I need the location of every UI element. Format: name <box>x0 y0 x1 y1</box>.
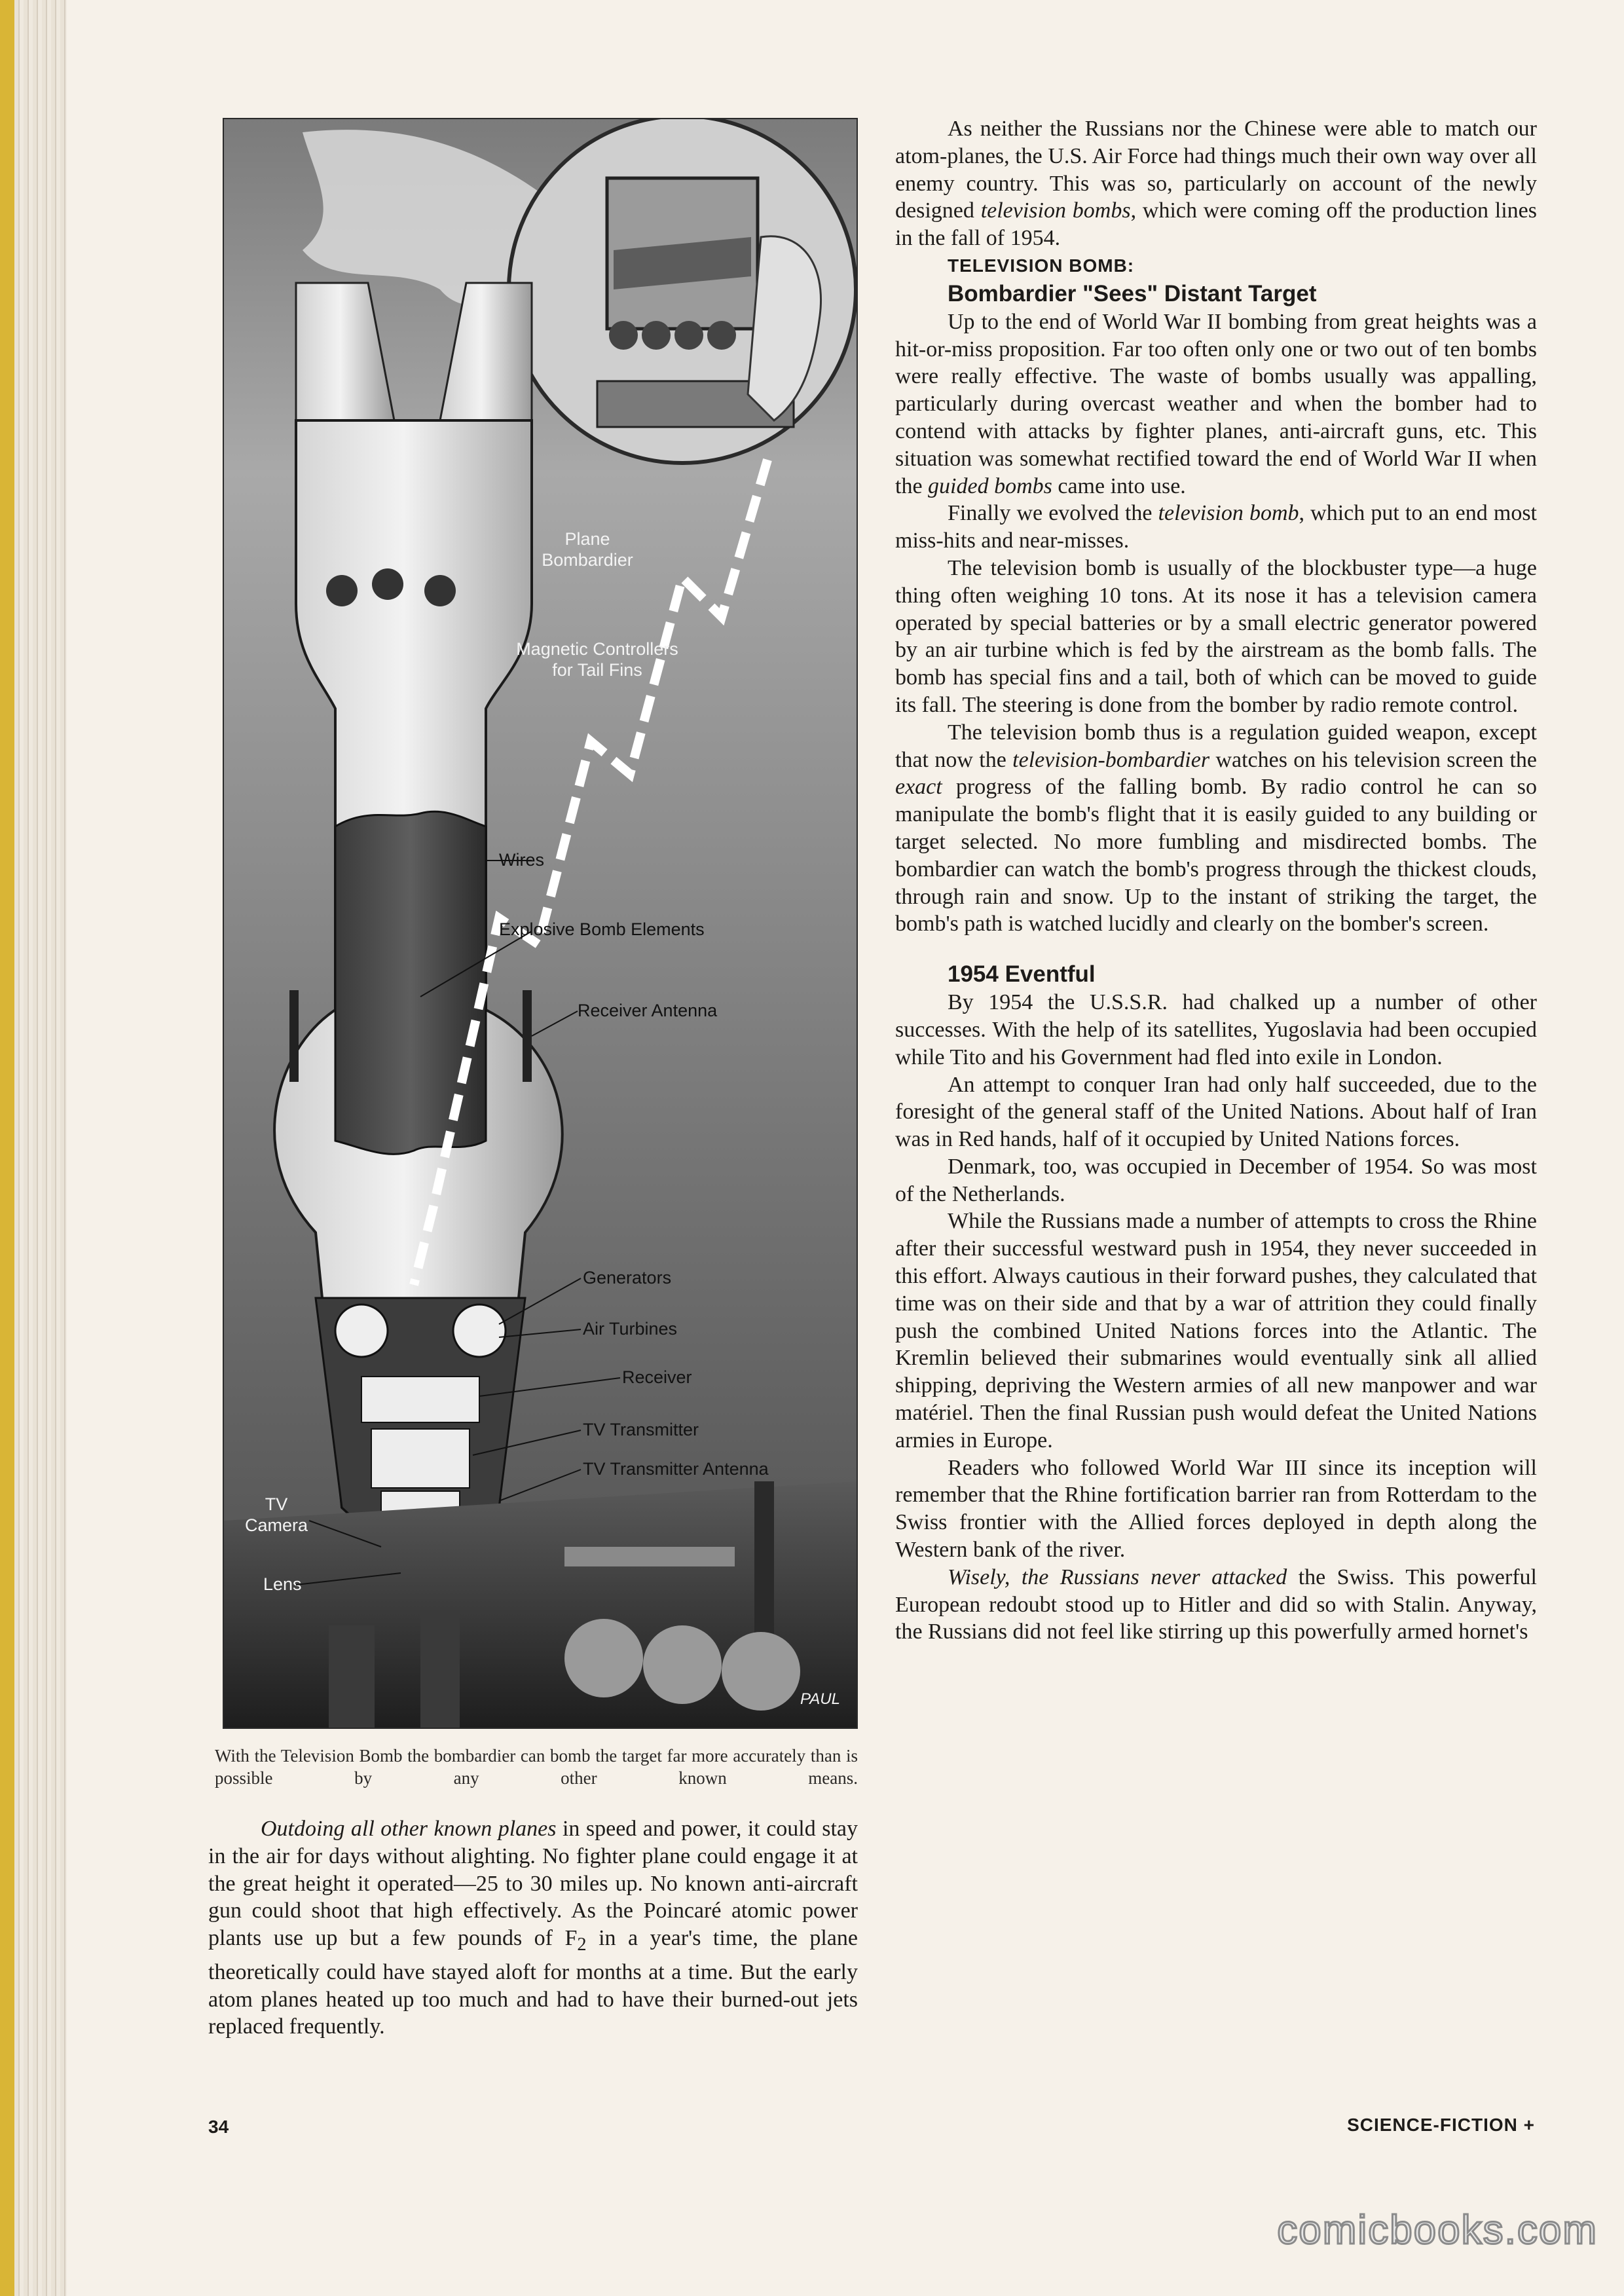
label-wires: Wires <box>499 850 544 870</box>
paragraph-hit-or-miss <box>895 308 1537 500</box>
label-tv: TV <box>265 1494 288 1514</box>
para-text: As neither the Russians nor the Chinese were able to match our atom-planes, the U.S. Air Force had things much their own way over all enemy country. This was so, particularly on account of the newly designed <box>895 117 1537 223</box>
para-italic: guided bombs <box>928 473 1052 498</box>
label-camera: Camera <box>244 1515 308 1535</box>
label-for-tail-fins: for Tail Fins <box>552 660 642 680</box>
para-text: the Swiss. This powerful European redoubt stood up to Hitler and did so with Stalin. Anyway, the Russians did not feel like stirring up this powerfully armed hornet's <box>895 1565 1537 1644</box>
label-generators: Generators <box>583 1268 672 1287</box>
para-italic: television bomb <box>1158 501 1299 526</box>
illustration-drawing <box>224 119 857 1728</box>
subscript: 2 <box>577 1934 587 1955</box>
paragraph-rhine: While the Russians made a number of attempts to cross the Rhine after their successful westward push in 1954, they never succeeded in this effort. Always cautious in their forward pushes, they calculated that time was on their side and that by a war of attrition they could finally push the combined United Nations forces into the Atlantic. The Kremlin believed their submarines would eventually sink all allied shipping, depriving the Western armies of all new manpower and war matériel. Then the final Russian push would defeat the United Nations armies in Europe. <box>895 1209 1537 1453</box>
para-italic: television bombs <box>980 198 1131 223</box>
paragraph-finally <box>895 500 1537 555</box>
explosive-elements <box>335 811 486 1154</box>
paragraph-iran: An attempt to conquer Iran had only half succeeded, due to the foresight of the general staff of the United Nations. About half of Iran was in Red hands, half of it occupied by United Nations forces. <box>895 1072 1537 1152</box>
paragraph-ussr-successes: By 1954 the U.S.S.R. had chalked up a number of other successes. With the help of its satellites, Yugoslavia had been occupied while Tito and his Government had fled into exile in London. <box>895 990 1537 1069</box>
paragraph-swiss <box>895 1564 1537 1646</box>
paragraph-blockbuster: The television bomb is usually of the blockbuster type—a huge thing often weighing 10 tons. At its nose it has a television camera operated by special batteries or by a small electric generator powered by an air turbine which is fed by the airstream as the bomb falls. The bomb has special fins and a tail, both of which can be moved to guide its fall. The steering is done from the bomber by radio remote control. <box>895 555 1537 717</box>
section-label-television-bomb: TELEVISION BOMB: <box>948 255 1135 276</box>
label-magnetic-controllers: Magnetic Controllers <box>516 639 678 659</box>
label-tv-transmitter-antenna: TV Transmitter Antenna <box>583 1459 769 1479</box>
subhead-1954-eventful: 1954 Eventful <box>948 961 1096 988</box>
magazine-name: SCIENCE-FICTION + <box>1347 2115 1535 2135</box>
right-column <box>895 115 1537 1646</box>
para-text: Finally we evolved the <box>948 501 1158 526</box>
paragraph-atom-planes <box>895 115 1537 252</box>
television-bomb-illustration <box>223 118 858 1729</box>
page-number: 34 <box>208 2117 229 2137</box>
para-text: progress of the falling bomb. By radio control he can so manipulate the bomb's flight that it is easily guided to any building or target selected. No more fumbling and misdirected bombs. The bombardier can watch the bomb's progress through the thickest clouds, through rain and snow. Up to the instant of striking the target, the bomb's path is watched lucidly and clearly on the bomber's screen. <box>895 775 1537 936</box>
para-text: , which put to an end most miss-hits and near-misses. <box>895 501 1537 553</box>
paragraph-denmark: Denmark, too, was occupied in December of 1954. So was most of the Netherlands. <box>895 1154 1537 1206</box>
label-bombardier: Bombardier <box>542 550 633 570</box>
label-receiver-antenna: Receiver Antenna <box>578 1001 718 1020</box>
para-text: Up to the end of World War II bombing from great heights was a hit-or-miss proposition. Far too often only one or two out of ten bombs were really effective. The waste of bombs usually was appalling, particularly during overcast weather and when the bomber had to contend with attacks by fighter planes, anti-aircraft guns, etc. This situation was somewhat rectified toward the end of World War II when the <box>895 309 1537 498</box>
para-text: in speed and power, it could stay in the air for days without alighting. No fighter plane could engage it at the great height it operated—25 to 30 miles up. No known anti-aircraft gun could shoot that high effectively. As the Poincaré atomic power plants use up but a few pounds of F <box>208 1817 858 1951</box>
label-tv-transmitter: TV Transmitter <box>583 1420 699 1439</box>
para-lead-italic: Outdoing all other known planes <box>261 1817 557 1841</box>
para-italic: exact <box>895 775 942 800</box>
label-receiver: Receiver <box>622 1367 692 1387</box>
artist-signature: PAUL <box>800 1690 840 1708</box>
paragraph-outdoing <box>208 1815 858 2041</box>
watermark: comicbooks.com <box>1277 2208 1598 2253</box>
para-italic: Wisely, the Russians never attacked <box>948 1565 1287 1589</box>
para-text: The television bomb thus is a regulation guided weapon, except that now the <box>895 720 1537 772</box>
illustration-caption: With the Television Bomb the bombardier can bomb the target far more accurately than is possible by any other known means. <box>215 1746 858 1788</box>
para-text: came into use. <box>1052 473 1186 498</box>
page-stack-edges <box>14 0 67 2296</box>
page-edge-yellow <box>0 0 14 2296</box>
label-air-turbines: Air Turbines <box>583 1319 678 1339</box>
label-lens: Lens <box>263 1574 302 1594</box>
label-explosive-bomb-elements: Explosive Bomb Elements <box>499 919 705 939</box>
para-italic: television-bombardier <box>1012 747 1210 772</box>
subhead-bombardier-sees: Bombardier "Sees" Distant Target <box>948 280 1317 306</box>
paragraph-guided-weapon <box>895 719 1537 938</box>
para-text: watches on his television screen the <box>1209 747 1537 772</box>
left-column <box>208 1815 858 2041</box>
label-plane: Plane <box>564 529 610 549</box>
para-text-end: in a year's time, the plane theoretically could have stayed aloft for months at a time. But the early atom planes heated up too much and had to have their burned-out jets replaced frequently. <box>208 1926 858 2039</box>
paragraph-readers: Readers who followed World War III since its inception will remember that the Rhine fortification barrier ran from Rotterdam to the Swiss frontier with the Allied forces deployed in depth along the Western bank of the river. <box>895 1455 1537 1563</box>
para-text: , which were coming off the production lines in the fall of 1954. <box>895 198 1537 251</box>
